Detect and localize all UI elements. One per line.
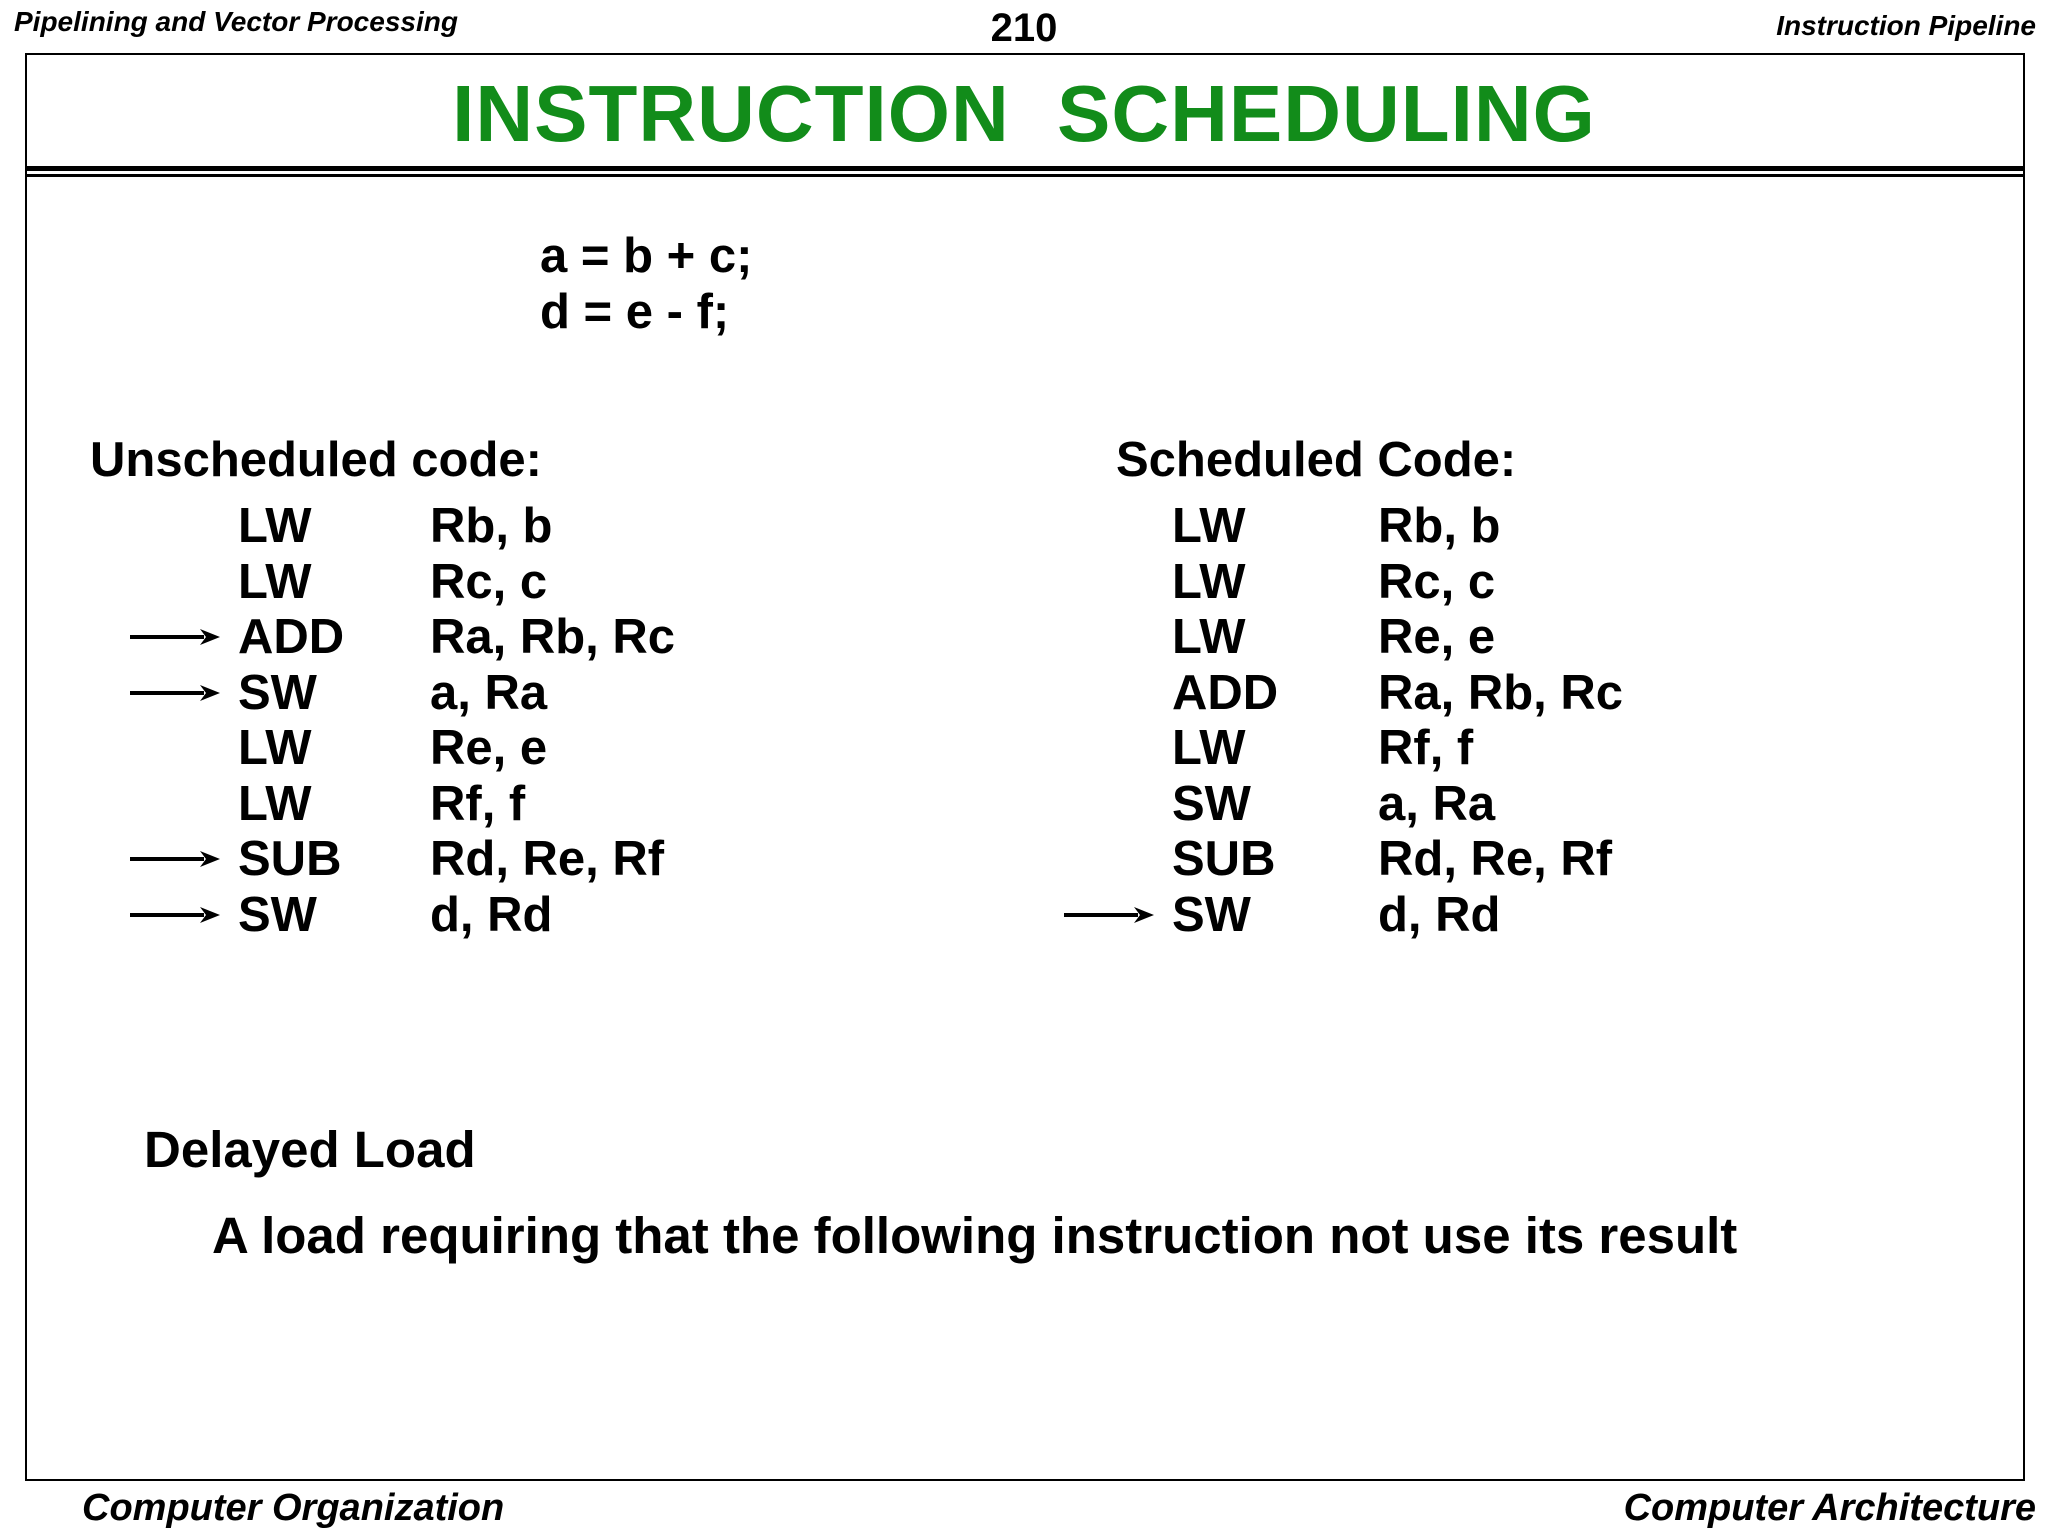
code-row [1172,665,1772,721]
arrow-right-icon [130,622,220,652]
operands: Rf, f [430,777,526,831]
opcode: ADD [238,610,345,664]
code-row [1172,887,1772,943]
title-rule-thick [25,166,2025,171]
title-rule-thin [25,174,2025,177]
expression-2: d = e - f; [540,285,730,339]
code-row [1172,609,1772,665]
opcode: LW [238,721,312,775]
arrow-right-icon [1064,900,1154,930]
code-row [1172,776,1772,832]
code-row [238,720,838,776]
opcode: SW [1172,888,1251,942]
arrow-right-icon [130,844,220,874]
opcode: SW [238,888,317,942]
operands: Rb, b [430,499,553,553]
opcode: ADD [1172,666,1279,720]
operands: a, Ra [430,666,548,720]
opcode: LW [1172,610,1246,664]
opcode: LW [238,777,312,831]
operands: Rb, b [1378,499,1501,553]
code-row [238,554,838,610]
code-row [238,609,838,665]
opcode: SW [1172,777,1251,831]
opcode: SW [238,666,317,720]
delayed-load-title: Delayed Load [144,1121,476,1178]
unscheduled-heading: Unscheduled code: [90,433,542,487]
operands: a, Ra [1378,777,1496,831]
opcode: SUB [238,832,342,886]
code-row [238,498,838,554]
opcode: LW [238,555,312,609]
operands: Rf, f [1378,721,1474,775]
operands: d, Rd [430,888,553,942]
operands: Ra, Rb, Rc [1378,666,1624,720]
code-row [238,831,838,887]
header-right: Instruction Pipeline [1776,10,2036,41]
operands: Rc, c [1378,555,1496,609]
code-row [1172,498,1772,554]
delayed-load-description: A load requiring that the following instruction not use its result [212,1207,1738,1264]
code-row [1172,720,1772,776]
code-row [238,887,838,943]
operands: d, Rd [1378,888,1501,942]
opcode: SUB [1172,832,1276,886]
slide-title: INSTRUCTION SCHEDULING [452,69,1596,158]
operands: Re, e [1378,610,1496,664]
opcode: LW [1172,721,1246,775]
code-row [1172,831,1772,887]
opcode: LW [1172,499,1246,553]
code-row [1172,554,1772,610]
operands: Ra, Rb, Rc [430,610,676,664]
operands: Rc, c [430,555,548,609]
code-row [238,665,838,721]
scheduled-heading: Scheduled Code: [1116,433,1517,487]
operands: Rd, Re, Rf [430,832,665,886]
operands: Re, e [430,721,548,775]
footer-left: Computer Organization [82,1487,505,1529]
operands: Rd, Re, Rf [1378,832,1613,886]
opcode: LW [1172,555,1246,609]
expression-1: a = b + c; [540,229,753,283]
footer-right: Computer Architecture [1623,1487,2036,1529]
header-left: Pipelining and Vector Processing [14,6,458,37]
opcode: LW [238,499,312,553]
page-number: 210 [990,6,1058,50]
arrow-right-icon [130,678,220,708]
arrow-right-icon [130,900,220,930]
code-row [238,776,838,832]
